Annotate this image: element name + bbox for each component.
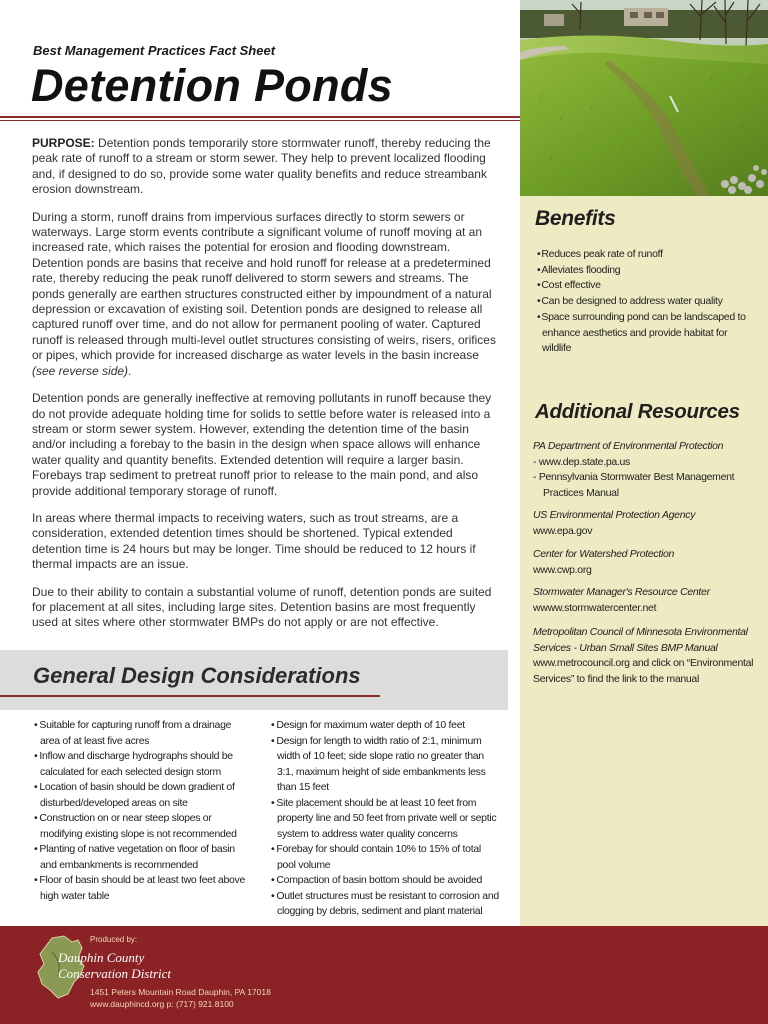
list-item: • Design for maximum water depth of 10 feet: [267, 718, 499, 734]
resource-epa: [533, 508, 761, 539]
resource-link[interactable]: wwww.stormwatercenter.net: [533, 601, 657, 614]
produced-by-label: Produced by:: [90, 935, 138, 944]
list-item: • Design for length to width ratio of 2:1, minimum width of 10 feet; side slope ratio no greater than 3:1, maximum height of side embankments less than 15 feet: [267, 734, 499, 796]
benefit-item: • Can be designed to address water quality: [533, 294, 758, 310]
thermal-paragraph: In areas where thermal impacts to receiving waters, such as trout streams, are a consideration, extended detention times should be shortened. Typical extended detention time is 24 hours but may be longer. Time should be reduced to 12 hours if thermal impacts are an issue.: [32, 510, 476, 572]
list-item: • Forebay for should contain 10% to 15% of total pool volume: [267, 842, 499, 873]
list-item: • Construction on or near steep slopes or modifying existing slope is not recommended: [30, 811, 250, 842]
resource-metrocouncil: [533, 625, 761, 687]
district-address: 1451 Peters Mountain Road Dauphin, PA 17018: [90, 987, 271, 997]
list-item: • Suitable for capturing runoff from a drainage area of at least five acres: [30, 718, 250, 749]
design-heading-rule: [0, 695, 380, 697]
list-item: • Location of basin should be down gradient of disturbed/developed areas on site: [30, 780, 250, 811]
list-item: • Inflow and discharge hydrographs should be calculated for each selected design storm: [30, 749, 250, 780]
resource-link[interactable]: www.cwp.org: [533, 563, 592, 576]
list-item: • Outlet structures must be resistant to corrosion and clogging by debris, sediment and plant material: [267, 889, 499, 920]
purpose-text: Detention ponds temporarily store stormwater runoff, thereby reducing the peak rate of runoff to a stream or storm sewer. They help to prevent localized flooding and, if designed to do so, provide some water quality benefits and reduce streambank erosion downstream.: [32, 136, 491, 197]
design-list-left: [30, 718, 250, 904]
district-name-line1: Dauphin County: [58, 950, 145, 965]
storm-text: During a storm, runoff drains from impervious surfaces directly to storm sewers or waterways. Large storm events contribute a significant volume of runoff moving at an increased rate, which raises the potential for erosion and flooding downstream. Detention ponds are basins that receive and hold runoff for release at a predetermined rate, thereby reducing the peak runoff delivered to storm sewers and streams. The ponds generally are earthen structures constructed either by impoundment of a natural depression or excavation of existing soil. Detention ponds are designed to release all captured runoff over time, and do not allow for permanent pooling of water. Captured runoff is released through multi-level outlet structures consisting of weirs, risers, orifices or pipes, which provide for increased discharge as water levels in the basin increase: [32, 209, 496, 363]
pond-landscape-image: [520, 0, 768, 196]
resource-cwp: [533, 547, 761, 578]
title-divider: [0, 116, 520, 121]
resource-dep: [533, 439, 761, 501]
body-text: [32, 136, 502, 643]
benefits-heading: Benefits: [535, 207, 616, 230]
benefit-item: • Reduces peak rate of runoff: [533, 247, 758, 263]
district-name-line2: Conservation District: [58, 966, 172, 981]
resource-org: US Environmental Protection Agency: [533, 509, 696, 521]
design-heading: General Design Considerations: [33, 663, 361, 688]
list-item: • Site placement should be at least 10 feet from property line and 50 feet from private well or septic system to address water quality concerns: [267, 796, 499, 843]
pollutant-paragraph: Detention ponds are generally ineffective at removing pollutants in runoff because they do not provide adequate holding time for solids to settle before water is released into a stream or storm sewer system. However, extending the detention time of the basin and/or including a forebay to the basin in the design when space allows will enhance water quality and quantity benefits. Extended detention will require a larger basin. Forebays trap sediment to pretreat runoff prior to release to the main pond, and also provide additional temporary storage of runoff.: [32, 391, 492, 498]
list-item: • Compaction of basin bottom should be avoided: [267, 873, 499, 889]
list-item: • Planting of native vegetation on floor of basin and embankments is recommended: [30, 842, 250, 873]
resource-org: Metropolitan Council of Minnesota Environmental: [533, 626, 748, 638]
resource-org: PA Department of Environmental Protection: [533, 440, 724, 452]
detention-pond-photo: [520, 0, 768, 196]
storm-text-end: .: [128, 363, 132, 378]
resource-link[interactable]: - www.dep.state.pa.us: [533, 455, 631, 468]
benefit-item: • Alleviates flooding: [533, 263, 758, 279]
benefits-list: [533, 247, 758, 357]
resource-org: Stormwater Manager's Resource Center: [533, 586, 710, 598]
list-item: • Floor of basin should be at least two feet above high water table: [30, 873, 250, 904]
district-contact: www.dauphincd.org p: (717) 921.8100: [90, 999, 234, 1009]
resource-text: www.metrocouncil.org and click on “Environmental Services” to find the link to the manual: [533, 657, 754, 685]
resource-link[interactable]: www.epa.gov: [533, 524, 593, 537]
purpose-label: PURPOSE:: [32, 136, 95, 150]
resource-text: - Pennsylvania Stormwater Best Management: [533, 471, 735, 483]
placement-paragraph: Due to their ability to contain a substantial volume of runoff, detention ponds are suited for placement at all sites, including large sites. Detention basins are most frequently used at sites where other stormwater BMPs do not apply or are not effective.: [32, 584, 492, 630]
resource-org: Center for Watershed Protection: [533, 548, 675, 560]
benefit-item: • Space surrounding pond can be landscaped to enhance aesthetics and provide habitat for wildlife: [533, 310, 758, 357]
benefit-item: • Cost effective: [533, 278, 758, 294]
reverse-side-reference: (see reverse side): [32, 363, 129, 378]
resource-org: Services - Urban Small Sites BMP Manual: [533, 641, 718, 654]
storm-paragraph: [32, 210, 502, 379]
purpose-paragraph: [32, 136, 502, 198]
resources-heading: Additional Resources: [535, 400, 740, 423]
fact-sheet-kicker: Best Management Practices Fact Sheet: [33, 43, 276, 58]
page-title: Detention Ponds: [31, 60, 393, 111]
design-list-right: [267, 718, 499, 920]
resource-smrc: [533, 585, 761, 616]
resource-text: Practices Manual: [543, 486, 619, 499]
